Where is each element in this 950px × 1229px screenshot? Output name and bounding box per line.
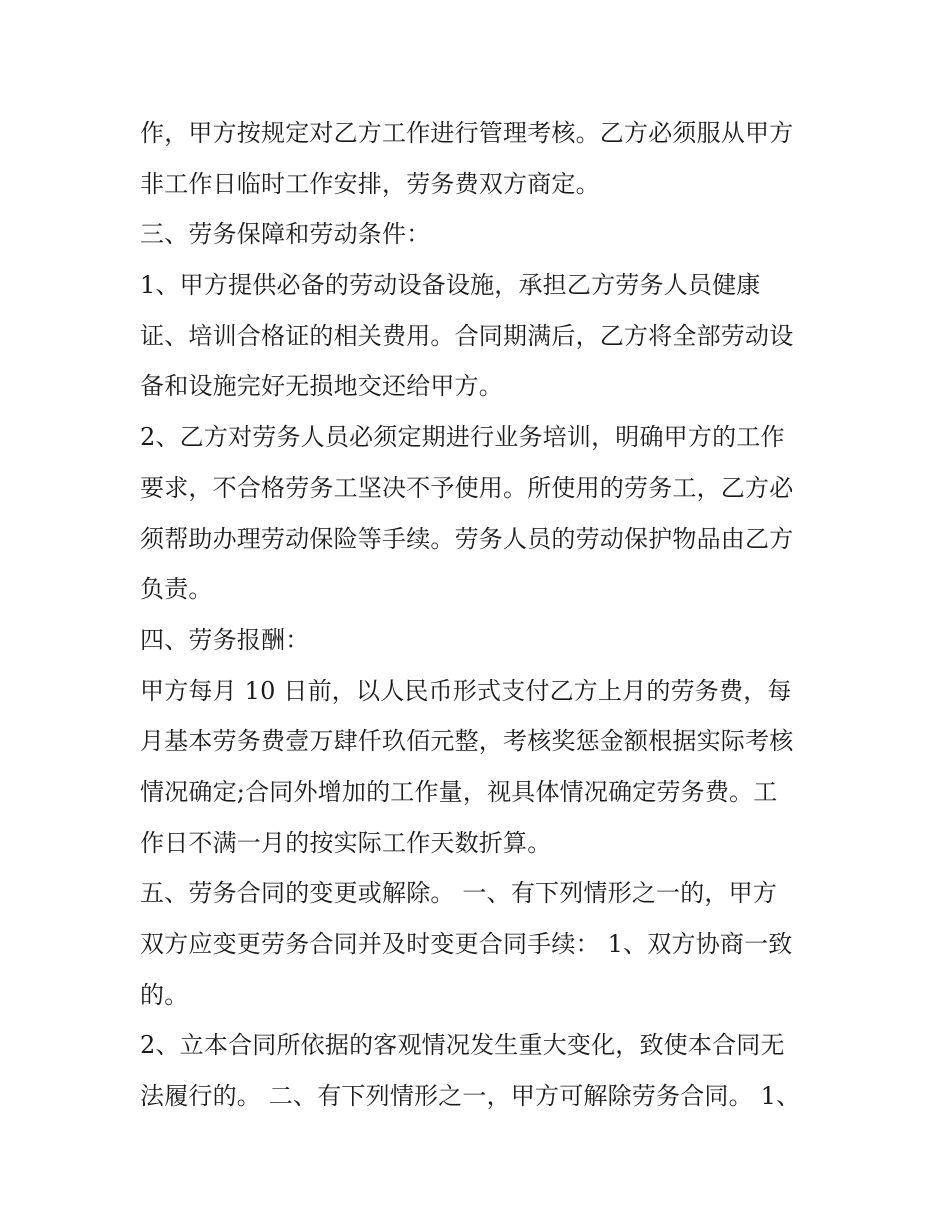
text-line: 须帮助办理劳动保险等手续。劳务人员的劳动保护物品由乙方	[140, 524, 794, 553]
text-line: 作日不满一月的按实际工作天数折算。	[140, 828, 552, 857]
text-line: 的。	[140, 980, 189, 1009]
text-line: 2、乙方对劳务人员必须定期进行业务培训，明确甲方的工作	[140, 423, 785, 452]
text-line: 1、甲方提供必备的劳动设备设施，承担乙方劳务人员健康	[140, 271, 761, 300]
text-line: 法履行的。 二、有下列情形之一，甲方可解除劳务合同。 1、	[140, 1082, 801, 1111]
text-line: 备和设施完好无损地交还给甲方。	[140, 372, 503, 401]
text-line: 负责。	[140, 575, 213, 604]
section-heading-5: 五、劳务合同的变更或解除。 一、有下列情形之一的，甲方	[140, 879, 778, 908]
document-body	[140, 108, 820, 1122]
text-line: 月基本劳务费壹万肆仟玖佰元整，考核奖惩金额根据实际考核	[140, 727, 794, 756]
text-line: 作，甲方按规定对乙方工作进行管理考核。乙方必须服从甲方	[140, 119, 794, 147]
text-line: 2、立本合同所依据的客观情况发生重大变化，致使本合同无	[140, 1031, 785, 1060]
section-heading-4: 四、劳务报酬：	[140, 625, 310, 654]
text-line: 甲方每月 10 日前，以人民币形式支付乙方上月的劳务费，每	[140, 676, 792, 705]
section-heading-3: 三、劳务保障和劳动条件：	[140, 220, 431, 249]
text-line: 要求，不合格劳务工坚决不予使用。所使用的劳务工，乙方必	[140, 473, 794, 502]
text-line: 非工作日临时工作安排，劳务费双方商定。	[140, 169, 600, 198]
text-line: 情况确定;合同外增加的工作量，视具体情况确定劳务费。工	[140, 777, 778, 806]
text-line: 双方应变更劳务合同并及时变更合同手续： 1、双方协商一致	[140, 930, 793, 958]
text-line: 证、培训合格证的相关费用。合同期满后，乙方将全部劳动设	[140, 321, 794, 350]
